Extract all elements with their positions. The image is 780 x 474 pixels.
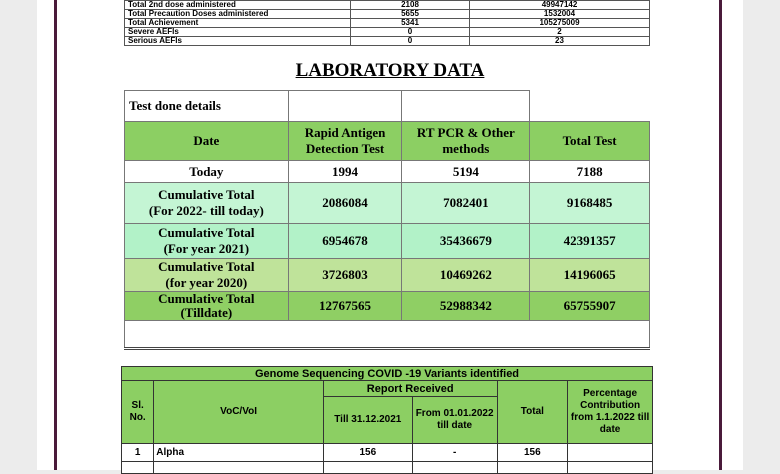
row-cumulative: 1532004	[470, 10, 650, 19]
value-cell: 9168485	[530, 183, 650, 224]
row-today: 0	[351, 37, 470, 46]
variant-name: Alpha	[154, 444, 324, 462]
value-cell: 35436679	[402, 224, 530, 259]
value-cell: 52988342	[402, 292, 530, 321]
value-cell	[568, 444, 653, 462]
date-cell	[125, 183, 289, 224]
value-cell: 6954678	[288, 224, 402, 259]
date-line: Cumulative Total	[158, 291, 255, 306]
value-cell: 3726803	[288, 259, 402, 292]
row-today: 2108	[351, 1, 470, 10]
header-row	[122, 381, 653, 397]
empty-cell	[530, 91, 650, 122]
column-header: Total Test	[530, 122, 650, 161]
value-cell: 7188	[530, 161, 650, 183]
column-header: Report Received	[323, 381, 497, 397]
value-cell: 12767565	[288, 292, 402, 321]
column-header: Rapid Antigen Detection Test	[288, 122, 402, 161]
vaccination-table	[124, 0, 650, 46]
table-row	[125, 183, 650, 224]
lab-section-title	[0, 60, 780, 82]
column-header: Total	[497, 381, 568, 444]
row-label: Total Achievement	[125, 19, 351, 28]
genome-title-row	[122, 367, 653, 381]
column-header: VoC/VoI	[154, 381, 324, 444]
row-label: Severe AEFIs	[125, 28, 351, 37]
value-cell: -	[412, 444, 497, 462]
date-line: Cumulative Total	[158, 259, 255, 274]
value-cell: 42391357	[530, 224, 650, 259]
value-cell: 2086084	[288, 183, 402, 224]
date-cell	[125, 292, 289, 321]
value-cell: 5194	[402, 161, 530, 183]
column-header: Sl. No.	[122, 381, 154, 444]
laboratory-table	[124, 90, 650, 350]
caption-cell: Test done details	[125, 91, 289, 122]
lab-title-text: LABORATORY DATA	[295, 60, 485, 81]
genome-title: Genome Sequencing COVID -19 Variants identified	[122, 367, 653, 381]
row-label: Total 2nd dose administered	[125, 1, 351, 10]
row-label: Total Precaution Doses administered	[125, 10, 351, 19]
value-cell: 14196065	[530, 259, 650, 292]
table-row	[125, 37, 650, 46]
empty-cell	[288, 91, 402, 122]
date-line: Cumulative Total	[158, 225, 255, 240]
value-cell: 156	[323, 444, 412, 462]
date-line: (For 2022- till today)	[148, 203, 264, 218]
table-row	[125, 259, 650, 292]
empty-cell	[402, 91, 530, 122]
value-cell: 7082401	[402, 183, 530, 224]
sl-cell: 1	[122, 444, 154, 462]
date-cell	[125, 224, 289, 259]
table-row	[122, 444, 653, 462]
table-row	[122, 462, 653, 474]
table-row	[125, 91, 650, 122]
row-today: 5655	[351, 10, 470, 19]
row-today: 5341	[351, 19, 470, 28]
row-today: 0	[351, 28, 470, 37]
row-cumulative: 23	[470, 37, 650, 46]
date-line: (For year 2021)	[163, 241, 250, 256]
genome-sequencing-table	[121, 366, 653, 474]
row-cumulative: 2	[470, 28, 650, 37]
date-line: Cumulative Total	[158, 187, 255, 202]
empty-cell	[125, 321, 650, 349]
row-cumulative: 105275009	[470, 19, 650, 28]
date-line: (for year 2020)	[165, 275, 248, 290]
table-row	[125, 224, 650, 259]
value-cell: 1994	[288, 161, 402, 183]
column-header: Percentage Contribution from 1.1.2022 till date	[568, 381, 653, 444]
column-header: Date	[125, 122, 289, 161]
row-cumulative: 49947142	[470, 1, 650, 10]
table-row	[125, 321, 650, 349]
date-line: (Tilldate)	[180, 305, 233, 320]
table-row	[125, 292, 650, 321]
table-row	[125, 28, 650, 37]
date-cell: Today	[125, 161, 289, 183]
value-cell: 65755907	[530, 292, 650, 321]
column-header: From 01.01.2022 till date	[412, 397, 497, 444]
column-header: RT PCR & Other methods	[402, 122, 530, 161]
value-cell: 10469262	[402, 259, 530, 292]
column-header: Till 31.12.2021	[323, 397, 412, 444]
value-cell: 156	[497, 444, 568, 462]
row-label: Serious AEFIs	[125, 37, 351, 46]
table-row	[125, 19, 650, 28]
date-cell	[125, 259, 289, 292]
table-row	[125, 161, 650, 183]
header-row	[125, 122, 650, 161]
